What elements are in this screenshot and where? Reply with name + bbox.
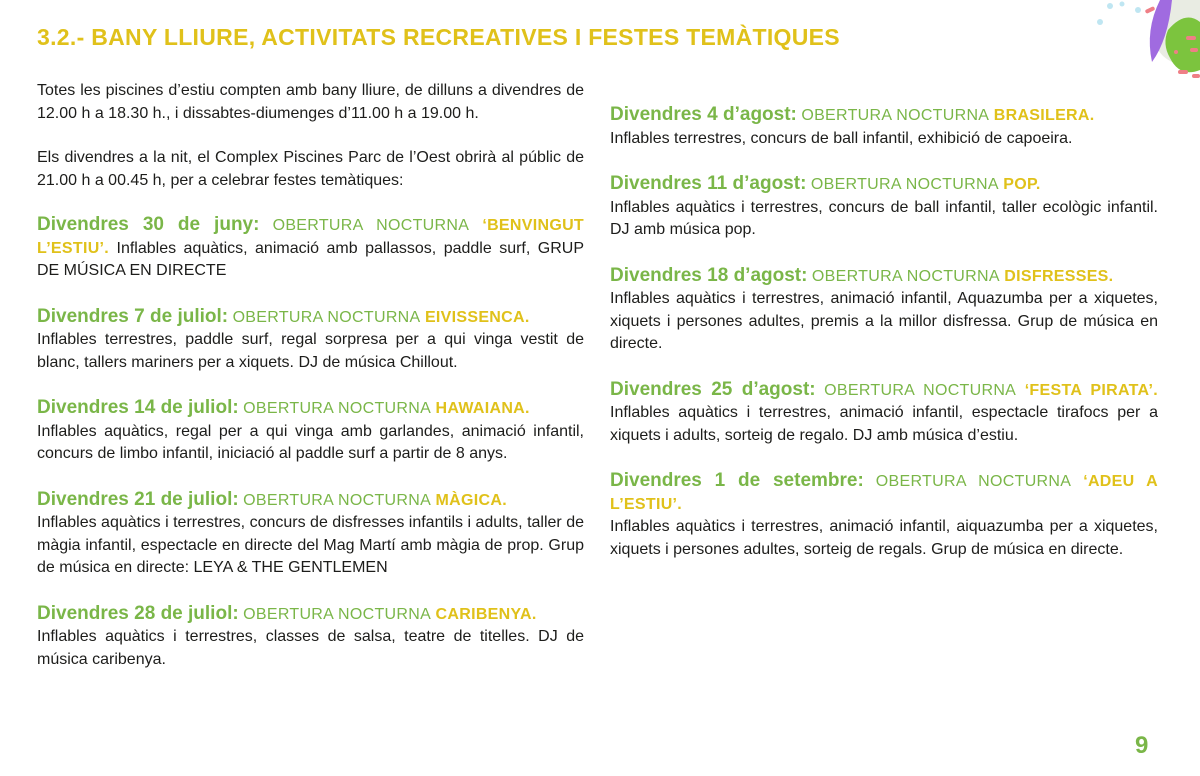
event-theme: ‘BENVINGUT L’ESTIU’. xyxy=(37,217,584,257)
event-kind: OBERTURA NOCTURNA xyxy=(811,267,1000,285)
left-column xyxy=(37,80,584,694)
event-description: Inflables aquàtics i terrestres, concurs de ball infantil, taller ecològic infantil. DJ amb música pop. xyxy=(610,198,1158,238)
event-date: Divendres 30 de juny: xyxy=(37,214,260,235)
event-kind: OBERTURA NOCTURNA xyxy=(243,400,432,417)
event-theme: MÀGICA. xyxy=(435,491,507,509)
event-description: Inflables terrestres, concurs de ball infantil, exhibició de capoeira. xyxy=(610,129,1073,147)
decorative-leaves-graphic xyxy=(1090,0,1200,80)
event-date: Divendres 11 d’agost: xyxy=(610,173,807,194)
event-kind: OBERTURA NOCTURNA xyxy=(801,107,990,124)
intro-paragraph: Totes les piscines d’estiu compten amb bany lliure, de dilluns a divendres de 12.00 h a 18.30 h., i dissabtes-diumenges d’11.00 h a 19.00 h. xyxy=(37,82,584,122)
event-date: Divendres 25 d’agost: xyxy=(610,378,816,400)
event-theme: EIVISSENCA. xyxy=(424,308,530,326)
event-kind: OBERTURA NOCTURNA xyxy=(875,473,1072,490)
event-entry xyxy=(37,306,584,375)
event-date: Divendres 18 d’agost: xyxy=(610,264,808,286)
event-entry xyxy=(610,470,1158,561)
event-theme: POP. xyxy=(1003,176,1041,193)
event-description: Inflables aquàtics i terrestres, animació infantil, aiquazumba per a xiquetes, xiquets i persones adultes, sorteig de regals. Grup de música en directe. xyxy=(610,518,1158,558)
event-theme: HAWAIANA. xyxy=(435,400,530,417)
event-entry xyxy=(610,104,1158,150)
event-theme: ‘ADEU A L’ESTIU’. xyxy=(610,473,1159,513)
event-entry xyxy=(610,173,1158,242)
event-kind: OBERTURA NOCTURNA xyxy=(243,491,432,509)
event-entry xyxy=(37,489,584,580)
event-kind: OBERTURA NOCTURNA xyxy=(824,381,1017,399)
event-description: Inflables aquàtics, regal per a qui vinga amb garlandes, animació infantil, concurs de limbo infantil, iniciació al paddle surf a partir de 8 anys. xyxy=(37,422,584,462)
event-date: Divendres 28 de juliol: xyxy=(37,602,239,624)
event-entry xyxy=(610,379,1158,448)
right-column xyxy=(610,104,1158,584)
event-theme: BRASILERA. xyxy=(993,107,1095,124)
event-kind: OBERTURA NOCTURNA xyxy=(272,217,470,234)
event-kind: OBERTURA NOCTURNA xyxy=(810,176,999,193)
event-description: Inflables aquàtics i terrestres, concurs de disfresses infantils i adults, taller de màgia infantil, espectacle en directe del Mag Martí amb màgia de prop. Grup de música en directe: LEYA & THE GENTLEMEN xyxy=(37,514,584,576)
event-entry xyxy=(37,603,584,672)
event-date: Divendres 4 d’agost: xyxy=(610,104,797,125)
page-number: 9 xyxy=(1135,732,1149,759)
event-date: Divendres 7 de juliol: xyxy=(37,305,229,327)
event-entry xyxy=(610,265,1158,356)
event-kind: OBERTURA NOCTURNA xyxy=(232,308,421,326)
event-entry xyxy=(37,214,584,283)
event-description: Inflables aquàtics i terrestres, animació infantil, espectacle tirafocs per a xiquets i adults, sorteig de regalo. DJ amb música d’estiu. xyxy=(610,404,1158,444)
event-theme: DISFRESSES. xyxy=(1004,267,1114,285)
event-date: Divendres 14 de juliol: xyxy=(37,397,239,418)
event-theme: ‘FESTA PIRATA’. xyxy=(1024,381,1159,399)
event-description: Inflables aquàtics i terrestres, classes de salsa, teatre de titelles. DJ de música caribenya. xyxy=(37,628,584,668)
event-theme: CARIBENYA. xyxy=(435,605,537,623)
event-date: Divendres 1 de setembre: xyxy=(610,470,864,491)
event-kind: OBERTURA NOCTURNA xyxy=(243,605,432,623)
event-description: Inflables terrestres, paddle surf, regal sorpresa per a qui vinga vestit de blanc, tallers mariners per a xiquets. DJ de música Chillout. xyxy=(37,331,584,371)
section-title: 3.2.- BANY LLIURE, ACTIVITATS RECREATIVES I FESTES TEMÀTIQUES xyxy=(37,24,840,51)
event-description: Inflables aquàtics i terrestres, animació infantil, Aquazumba per a xiquetes, xiquets i persones adultes, premis a la millor disfressa. Grup de música en directe. xyxy=(610,290,1158,352)
intro-paragraph: Els divendres a la nit, el Complex Piscines Parc de l’Oest obrirà al públic de 21.00 h a 00.45 h, per a celebrar festes temàtiques: xyxy=(37,149,584,189)
event-entry xyxy=(37,397,584,466)
event-date: Divendres 21 de juliol: xyxy=(37,488,239,510)
event-description: Inflables aquàtics, animació amb pallassos, paddle surf, GRUP DE MÚSICA EN DIRECTE xyxy=(37,239,584,279)
